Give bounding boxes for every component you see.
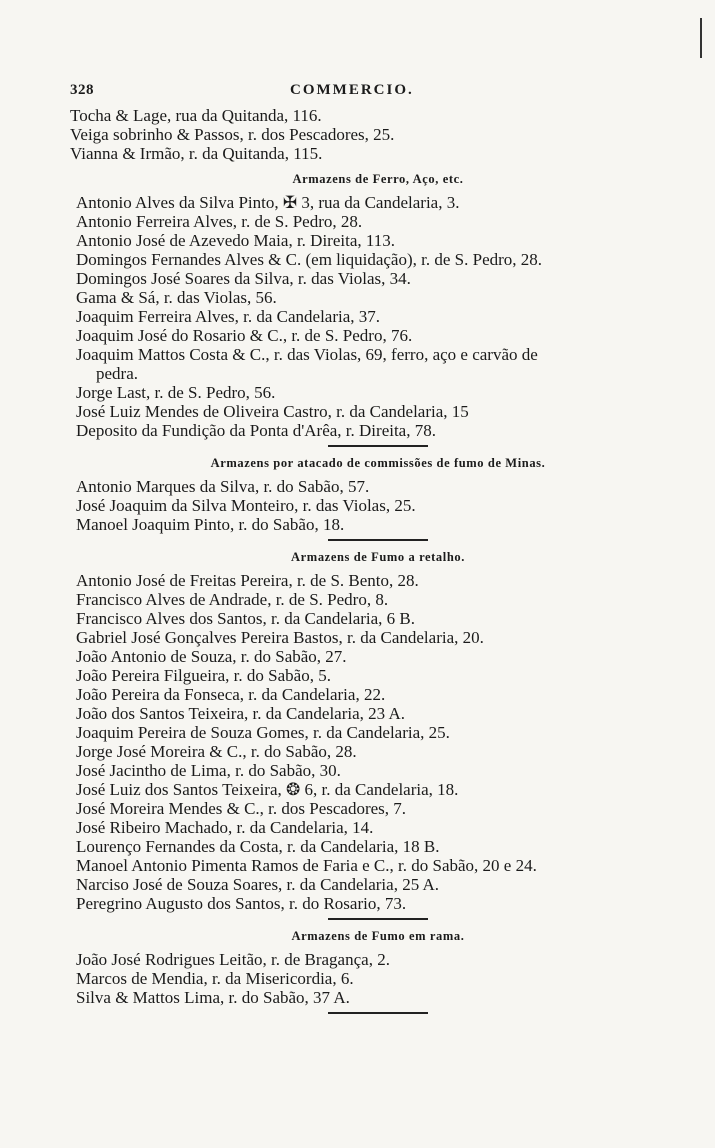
- list-item: Narciso José de Souza Soares, r. da Candelaria, 25 A.: [76, 875, 440, 894]
- list-item: Silva & Mattos Lima, r. do Sabão, 37 A.: [76, 988, 350, 1007]
- list-item: Joaquim José do Rosario & C., r. de S. Pedro, 76.: [76, 326, 413, 345]
- list-item: José Moreira Mendes & C., r. dos Pescadores, 7.: [76, 799, 407, 818]
- list-item: Marcos de Mendia, r. da Misericordia, 6.: [76, 969, 354, 988]
- section-atacado: [70, 456, 660, 541]
- section-top: [70, 106, 660, 163]
- page-edge-mark: [700, 18, 702, 58]
- directory-page: [70, 80, 660, 1016]
- page-number: 328: [70, 82, 94, 98]
- list-item: Lourenço Fernandes da Costa, r. da Candelaria, 18 B.: [76, 837, 440, 856]
- list-item: Gabriel José Gonçalves Pereira Bastos, r. da Candelaria, 20.: [76, 628, 484, 647]
- list-item: Antonio José de Freitas Pereira, r. de S. Bento, 28.: [76, 571, 419, 590]
- list-item: Domingos Fernandes Alves & C. (em liquidação), r. de S. Pedro, 28.: [76, 250, 543, 269]
- list-item: Joaquim Ferreira Alves, r. da Candelaria, 37.: [76, 307, 381, 326]
- list-item: Francisco Alves dos Santos, r. da Candelaria, 6 B.: [76, 609, 416, 628]
- list-item: José Joaquim da Silva Monteiro, r. das Violas, 25.: [76, 496, 416, 515]
- section-retalho: [70, 550, 660, 920]
- section-title: Armazens de Ferro, Aço, etc.: [292, 172, 464, 186]
- list-item: Joaquim Pereira de Souza Gomes, r. da Candelaria, 25.: [76, 723, 450, 742]
- running-title: COMMERCIO.: [290, 82, 414, 98]
- list-item: João Pereira Filgueira, r. do Sabão, 5.: [76, 666, 331, 685]
- section-ferro: [70, 172, 660, 447]
- list-item: Manoel Joaquim Pinto, r. do Sabão, 18.: [76, 515, 345, 534]
- section-divider: [328, 918, 428, 920]
- list-item: Gama & Sá, r. das Violas, 56.: [76, 288, 277, 307]
- list-item: Jorge Last, r. de S. Pedro, 56.: [76, 383, 276, 402]
- list-item: José Jacintho de Lima, r. do Sabão, 30.: [76, 761, 341, 780]
- list-item: Vianna & Irmão, r. da Quitanda, 115.: [70, 144, 323, 163]
- section-title: Armazens de Fumo em rama.: [291, 929, 465, 943]
- section-divider: [328, 445, 428, 447]
- list-item: Tocha & Lage, rua da Quitanda, 116.: [70, 106, 322, 125]
- list-item: Manoel Antonio Pimenta Ramos de Faria e C., r. do Sabão, 20 e 24.: [76, 856, 537, 875]
- section-title: Armazens de Fumo a retalho.: [291, 550, 465, 564]
- list-item: João Antonio de Souza, r. do Sabão, 27.: [76, 647, 347, 666]
- list-item: José Luiz dos Santos Teixeira, ❂ 6, r. da Candelaria, 18.: [76, 780, 459, 799]
- list-item-continuation: pedra.: [96, 364, 139, 383]
- list-item: João dos Santos Teixeira, r. da Candelaria, 23 A.: [76, 704, 405, 723]
- list-item: Antonio José de Azevedo Maia, r. Direita, 113.: [76, 231, 395, 250]
- list-item: Veiga sobrinho & Passos, r. dos Pescadores, 25.: [70, 125, 395, 144]
- list-item: Joaquim Mattos Costa & C., r. das Violas, 69, ferro, aço e carvão de: [76, 345, 538, 364]
- page-header: [70, 80, 660, 106]
- section-rama: [70, 929, 660, 1014]
- list-item: João Pereira da Fonseca, r. da Candelaria, 22.: [76, 685, 386, 704]
- list-item: Peregrino Augusto dos Santos, r. do Rosario, 73.: [76, 894, 407, 913]
- list-item: José Luiz Mendes de Oliveira Castro, r. da Candelaria, 15: [76, 402, 469, 421]
- list-item: Antonio Alves da Silva Pinto, ✠ 3, rua da Candelaria, 3.: [76, 193, 460, 212]
- section-title: Armazens por atacado de commissões de fumo de Minas.: [210, 456, 546, 470]
- list-item: José Ribeiro Machado, r. da Candelaria, 14.: [76, 818, 374, 837]
- list-item: Jorge José Moreira & C., r. do Sabão, 28.: [76, 742, 357, 761]
- list-item: Antonio Marques da Silva, r. do Sabão, 57.: [76, 477, 370, 496]
- list-item: Francisco Alves de Andrade, r. de S. Pedro, 8.: [76, 590, 389, 609]
- section-divider: [328, 539, 428, 541]
- list-item: João José Rodrigues Leitão, r. de Bragança, 2.: [76, 950, 390, 969]
- list-item: Antonio Ferreira Alves, r. de S. Pedro, 28.: [76, 212, 363, 231]
- section-divider: [328, 1012, 428, 1014]
- list-item: Domingos José Soares da Silva, r. das Violas, 34.: [76, 269, 411, 288]
- list-item: Deposito da Fundição da Ponta d'Arêa, r. Direita, 78.: [76, 421, 436, 440]
